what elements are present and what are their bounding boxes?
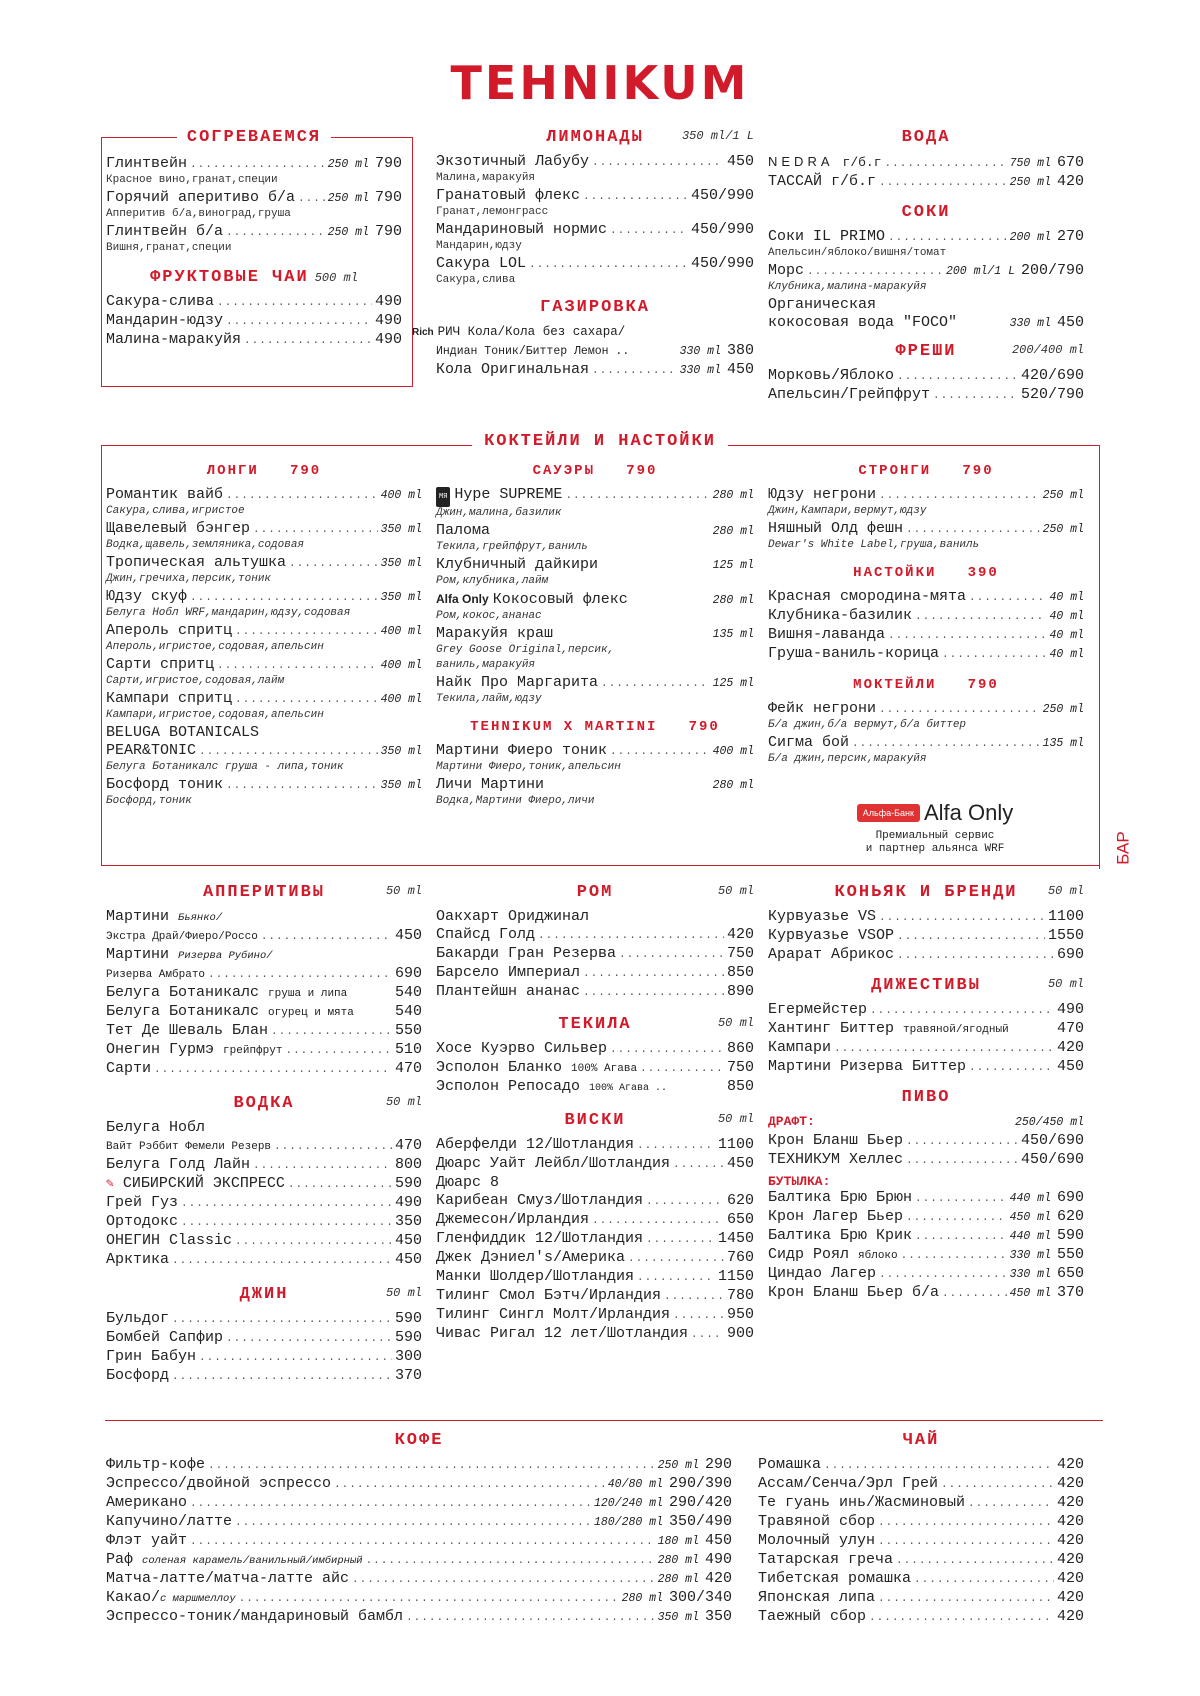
menu-item: Капучино/латте ..... 180/280 ml 350/490 xyxy=(106,1513,732,1532)
menu-item: Белуга Ботаникалс огурец и мята 540 xyxy=(106,1003,422,1020)
item-desc: Dewar's White Label,груша,ваниль xyxy=(768,539,980,551)
rich-logo: Rich xyxy=(412,327,434,338)
menu-item: Травяной сбор ..... 420 xyxy=(758,1513,1084,1532)
warming-title: СОГРЕВАЕМСЯ xyxy=(177,128,331,147)
item-desc: Вишня,гранат,специи xyxy=(106,242,232,254)
item-desc: Ром,кокос,ананас xyxy=(436,610,542,622)
menu-item: Хосе Куэрво Сильвер ..... 860 xyxy=(436,1040,754,1059)
menu-item: Спайсд Голд ..... 420 xyxy=(436,926,754,945)
menu-item: кокосовая вода "FOCO" 330 ml 450 xyxy=(768,314,1084,331)
menu-item: Няшный Олд фешн ..... 250 ml xyxy=(768,520,1084,539)
sours-section xyxy=(436,458,754,810)
menu-item: Японская липа ..... 420 xyxy=(758,1589,1084,1608)
beer-title: ПИВО xyxy=(901,1088,951,1107)
menu-item: Тибетская ромашка ..... 420 xyxy=(758,1570,1084,1589)
menu-item: Ортодокс ..... 350 xyxy=(106,1213,422,1232)
menu-item: Балтика Брю Брюн ..... 440 ml 690 xyxy=(768,1189,1084,1208)
menu-item: Грин Бабун ..... 300 xyxy=(106,1348,422,1367)
menu-item: Эсполон Бланко 100% Агава ..... 750 xyxy=(436,1059,754,1078)
item-desc: Сакура,слива xyxy=(436,274,516,286)
item-desc: Ром,клубника,лайм xyxy=(436,575,549,587)
infusions-price: 390 xyxy=(967,565,999,581)
item-desc: Белуга Нобл WRF,мандарин,юдзу,содовая xyxy=(106,607,351,619)
tequila-title: ТЕКИЛА xyxy=(558,1015,632,1034)
hot-drinks-rule xyxy=(105,1420,1103,1421)
item-desc: Сарти,игристое,содовая,лайм xyxy=(106,675,285,687)
menu-item: PEAR&TONIC ..... 350 ml xyxy=(106,742,422,761)
coffee-title: КОФЕ xyxy=(394,1431,444,1450)
menu-item: Сигма бой ..... 135 ml xyxy=(768,734,1084,753)
menu-item: Юдзу скуф ..... 350 ml xyxy=(106,588,422,607)
menu-item: Ромашка ..... 420 xyxy=(758,1456,1084,1475)
item-desc: ваниль,маракуйя xyxy=(436,659,536,671)
menu-item: Alfa Only Кокосовый флекс 280 ml xyxy=(436,591,754,608)
menu-item: Сакура-слива ..... 490 xyxy=(106,293,402,312)
longs-section xyxy=(106,458,422,810)
item-desc: Grey Goose Original,персик, xyxy=(436,644,615,656)
beer-draft-label: ДРАФТ: 250/450 ml xyxy=(768,1114,1084,1129)
menu-item: Мартини Бьянко/ xyxy=(106,908,223,925)
warming-section xyxy=(106,125,402,350)
menu-item: Тропическая альтушка ..... 350 ml xyxy=(106,554,422,573)
menu-item: Юдзу негрони ..... 250 ml xyxy=(768,486,1084,505)
menu-item: Американо ..... 120/240 ml 290/420 xyxy=(106,1494,732,1513)
aperitifs-title: АППЕРИТИВЫ xyxy=(202,883,326,902)
menu-item: Эспрессо-тоник/мандариновый бамбл ..... 350 ml 350 xyxy=(106,1608,732,1627)
fruit-tea-unit: 500 ml xyxy=(314,271,358,285)
menu-item: Курвуазье VS ..... 1100 xyxy=(768,908,1084,927)
menu-item: Аберфелди 12/Шотландия ..... 1100 xyxy=(436,1136,754,1155)
siberian-express-icon: ✎ xyxy=(106,1176,114,1191)
menu-item: Молочный улун ..... 420 xyxy=(758,1532,1084,1551)
whisky-title: ВИСКИ xyxy=(564,1111,626,1130)
menu-item: ✎ СИБИРСКИЙ ЭКСПРЕСС ..... 590 xyxy=(106,1175,422,1194)
item-desc: Малина,маракуйя xyxy=(436,172,536,184)
fresh-unit: 200/400 ml xyxy=(1011,343,1084,357)
item-desc: Текила,лайм,юдзу xyxy=(436,693,542,705)
menu-item: Мартини Фиеро тоник ..... 400 ml xyxy=(436,742,754,761)
menu-item: Раф соленая карамель/ванильный/имбирный ..... 280 ml 490 xyxy=(106,1551,732,1570)
menu-item: Те гуань инь/Жасминовый ..... 420 xyxy=(758,1494,1084,1513)
menu-item: Малина-маракуйя ..... 490 xyxy=(106,331,402,350)
menu-item: Циндао Лагер ..... 330 ml 650 xyxy=(768,1265,1084,1284)
menu-item: Вайт Рэббит Фемели Резерв ..... 470 xyxy=(106,1137,422,1156)
menu-item: Личи Мартини 280 ml xyxy=(436,776,754,793)
menu-item: Соки IL PRIMO ..... 200 ml 270 xyxy=(768,228,1084,247)
cocktails-bottom-rule xyxy=(101,865,1099,866)
menu-item: Арктика ..... 450 xyxy=(106,1251,422,1270)
menu-item: Экстра Драй/Фиеро/Россо ..... 450 xyxy=(106,927,422,946)
menu-item: Мартини Ризерва Биттер ..... 450 xyxy=(768,1058,1084,1077)
item-desc: Б/а джин,персик,маракуйя xyxy=(768,753,927,765)
item-desc: Клубника,малина-маракуйя xyxy=(768,281,927,293)
menu-item: Мандарин-юдзу ..... 490 xyxy=(106,312,402,331)
cognac-unit: 50 ml xyxy=(1047,884,1084,898)
menu-item: Романтик вайб ..... 400 ml xyxy=(106,486,422,505)
longs-title: ЛОНГИ xyxy=(206,463,259,479)
menu-item: Эспрессо/двойной эспрессо ..... 40/80 ml 290/390 xyxy=(106,1475,732,1494)
menu-item: Какао/с маршмеллоу ..... 280 ml 300/340 xyxy=(106,1589,732,1608)
digestifs-unit: 50 ml xyxy=(1047,977,1084,991)
menu-item: Индиан Тоник/Биттер Лемон .. 330 ml 380 xyxy=(436,342,754,359)
strongs-title: СТРОНГИ xyxy=(858,463,932,479)
vodka-unit: 50 ml xyxy=(385,1095,422,1109)
fresh-title: ФРЕШИ xyxy=(895,342,957,361)
water-section xyxy=(768,125,1084,405)
menu-item: Морс ..... 200 ml/1 L 200/790 xyxy=(768,262,1084,281)
menu-item: Дюарс 8 xyxy=(436,1174,500,1191)
whisky-unit: 50 ml xyxy=(717,1112,754,1126)
martini-price: 790 xyxy=(688,719,720,735)
cocktails-title-wrap xyxy=(0,432,1200,451)
menu-item: Манки Шолдер/Шотландия ..... 1150 xyxy=(436,1268,754,1287)
menu-item: Глинтвейн ..... 250 ml 790 xyxy=(106,155,402,174)
aperitifs-section xyxy=(106,880,422,1386)
cocktails-right-rule xyxy=(1099,445,1100,869)
brand-logo: TEHNIKUM xyxy=(450,56,750,110)
tea-section xyxy=(758,1428,1084,1627)
menu-item: Груша-ваниль-корица ..... 40 ml xyxy=(768,645,1084,664)
menu-item: Ассам/Сенча/Эрл Грей ..... 420 xyxy=(758,1475,1084,1494)
strongs-section xyxy=(768,458,1084,768)
side-label: БАР xyxy=(1113,831,1133,865)
soda-title: ГАЗИРОВКА xyxy=(540,298,650,317)
menu-item: Маракуйя краш 135 ml xyxy=(436,625,754,642)
item-desc: Водка,Мартини Фиеро,личи xyxy=(436,795,595,807)
menu-item: Карибеан Смуз/Шотландия ..... 620 xyxy=(436,1192,754,1211)
tea-title: ЧАЙ xyxy=(902,1431,940,1450)
mocktails-price: 790 xyxy=(967,677,999,693)
menu-item: Фильтр-кофе ..... 250 ml 290 xyxy=(106,1456,732,1475)
menu-item: Оакхарт Ориджинал xyxy=(436,908,590,925)
menu-item: Клубника-базилик ..... 40 ml xyxy=(768,607,1084,626)
digestifs-title: ДИЖЕСТИВЫ xyxy=(871,976,981,995)
menu-item: Белуга Голд Лайн ..... 800 xyxy=(106,1156,422,1175)
lemonades-unit: 350 ml/1 L xyxy=(681,129,754,143)
menu-item: Эсполон Репосадо 100% Агава .. 850 xyxy=(436,1078,754,1095)
item-desc: Босфорд,тоник xyxy=(106,795,192,807)
item-desc: Апельсин/яблоко/вишня/томат xyxy=(768,247,947,259)
menu-item: BELUGA BOTANICALS xyxy=(106,724,260,741)
menu-item: Красная смородина-мята ..... 40 ml xyxy=(768,588,1084,607)
menu-item: Сакура LOL ..... 450/990 xyxy=(436,255,754,274)
menu-item: Флэт уайт ..... 180 ml 450 xyxy=(106,1532,732,1551)
menu-item: Хантинг Биттер травяной/ягодный 470 xyxy=(768,1020,1084,1037)
menu-item: Кола Оригинальная ..... 330 ml 450 xyxy=(436,361,754,380)
gin-unit: 50 ml xyxy=(385,1286,422,1300)
menu-item: NEDRA г/б.г ..... 750 ml 670 xyxy=(768,153,1084,173)
menu-item: Фейк негрони ..... 250 ml xyxy=(768,700,1084,719)
item-desc: Б/а джин,б/а вермут,б/а биттер xyxy=(768,719,967,731)
item-desc: Апперитив б/а,виноград,груша xyxy=(106,208,291,220)
menu-item: Морковь/Яблоко ..... 420/690 xyxy=(768,367,1084,386)
menu-item: Джемесон/Ирландия ..... 650 xyxy=(436,1211,754,1230)
menu-item: ТАССАЙ г/б.г ..... 250 ml 420 xyxy=(768,173,1084,192)
menu-item: Кампари ..... 420 xyxy=(768,1039,1084,1058)
menu-item: Горячий аперитиво б/а ..... 250 ml 790 xyxy=(106,189,402,208)
menu-item: Крон Бланш Бьер б/а ..... 450 ml 370 xyxy=(768,1284,1084,1303)
menu-item: Дюарс Уайт Лейбл/Шотландия ..... 450 xyxy=(436,1155,754,1174)
water-title: ВОДА xyxy=(901,128,951,147)
menu-item: Сарти спритц ..... 400 ml xyxy=(106,656,422,675)
alfa-tagline-2: и партнер альянса WRF xyxy=(865,843,1005,855)
martini-title: TEHNIKUM X MARTINI xyxy=(470,719,658,735)
menu-item: Бульдог ..... 590 xyxy=(106,1310,422,1329)
coffee-section xyxy=(106,1428,732,1627)
rum-section xyxy=(436,880,754,1344)
menu-item: Джек Дэниел's/Америка ..... 760 xyxy=(436,1249,754,1268)
menu-item: Белуга Ботаникалс груша и липа 540 xyxy=(106,984,422,1001)
alfa-tagline-1: Премиальный сервис xyxy=(875,830,995,842)
lemonades-section xyxy=(412,125,754,380)
aperitifs-unit: 50 ml xyxy=(385,884,422,898)
menu-item: Кампари спритц ..... 400 ml xyxy=(106,690,422,709)
mya-logo: МЯ xyxy=(436,487,450,507)
alfa-only-brand: Alfa Only xyxy=(923,800,1014,825)
juices-title: СОКИ xyxy=(901,203,951,222)
menu-item: Татарская греча ..... 420 xyxy=(758,1551,1084,1570)
infusions-title: НАСТОЙКИ xyxy=(853,565,937,581)
fruit-tea-title: ФРУКТОВЫЕ ЧАИ xyxy=(150,268,309,287)
item-desc: Текила,грейпфрут,ваниль xyxy=(436,541,588,553)
sours-price: 790 xyxy=(626,463,658,479)
item-desc: Джин,малина,базилик xyxy=(436,507,562,519)
menu-item: Апероль спритц ..... 400 ml xyxy=(106,622,422,641)
menu-item: Бакарди Гран Резерва ..... 750 xyxy=(436,945,754,964)
menu-item: Курвуазье VSOP ..... 1550 xyxy=(768,927,1084,946)
longs-price: 790 xyxy=(290,463,322,479)
menu-item: Rich РИЧ Кола/Кола без сахара/ xyxy=(412,323,754,342)
item-desc: Водка,щавель,земляника,содовая xyxy=(106,539,305,551)
cognac-title: КОНЬЯК И БРЕНДИ xyxy=(834,883,1018,902)
menu-item: Клубничный дайкири 125 ml xyxy=(436,556,754,573)
menu-item: Тет Де Шеваль Блан ..... 550 xyxy=(106,1022,422,1041)
menu-item: МЯ Hype SUPREME ..... 280 ml xyxy=(436,486,754,507)
alfa-bank-logo: Альфа-Банк xyxy=(857,804,920,822)
item-desc: Белуга Ботаникалс груша - липа,тоник xyxy=(106,761,344,773)
menu-item: Белуга Нобл xyxy=(106,1119,206,1136)
menu-item: Палома 280 ml xyxy=(436,522,754,539)
item-desc: Гранат,лемонграсс xyxy=(436,206,549,218)
menu-item: Таежный сбор ..... 420 xyxy=(758,1608,1084,1627)
item-desc: Кампари,игристое,содовая,апельсин xyxy=(106,709,324,721)
menu-item: Егермейстер ..... 490 xyxy=(768,1001,1084,1020)
menu-item: Апельсин/Грейпфрут ..... 520/790 xyxy=(768,386,1084,405)
menu-item: Органическая xyxy=(768,296,877,313)
menu-item: Тилинг Сингл Молт/Ирландия ..... 950 xyxy=(436,1306,754,1325)
cocktails-left-rule xyxy=(101,445,102,865)
lemonades-title: ЛИМОНАДЫ xyxy=(546,128,644,147)
menu-item: Арарат Абрикос ..... 690 xyxy=(768,946,1084,965)
menu-item: Босфорд тоник ..... 350 ml xyxy=(106,776,422,795)
menu-item: Босфорд ..... 370 xyxy=(106,1367,422,1386)
mocktails-title: МОКТЕЙЛИ xyxy=(853,677,937,693)
menu-item: Бомбей Сапфир ..... 590 xyxy=(106,1329,422,1348)
sours-title: САУЭРЫ xyxy=(532,463,595,479)
menu-item: Балтика Брю Крик ..... 440 ml 590 xyxy=(768,1227,1084,1246)
item-desc: Сакура,слива,игристое xyxy=(106,505,245,517)
menu-item: Ризерва Амбрато ..... 690 xyxy=(106,965,422,984)
item-desc: Джин,гречиха,персик,тоник xyxy=(106,573,272,585)
tequila-unit: 50 ml xyxy=(717,1016,754,1030)
menu-item: Найк Про Маргарита ..... 125 ml xyxy=(436,674,754,693)
alfa-only-logo: Alfa Only xyxy=(436,592,489,606)
menu-item: Крон Лагер Бьер ..... 450 ml 620 xyxy=(768,1208,1084,1227)
beer-bottle-label: БУТЫЛКА: xyxy=(768,1174,831,1189)
item-desc: Мандарин,юдзу xyxy=(436,240,522,252)
menu-item: Онегин Гурмэ грейпфрут ..... 510 xyxy=(106,1041,422,1060)
rum-title: РОМ xyxy=(576,883,614,902)
gin-title: ДЖИН xyxy=(239,1285,289,1304)
menu-item: Гленфиддик 12/Шотландия ..... 1450 xyxy=(436,1230,754,1249)
item-desc: Апероль,игристое,содовая,апельсин xyxy=(106,641,324,653)
menu-item: Экзотичный Лабубу ..... 450 xyxy=(436,153,754,172)
menu-item: Гранатовый флекс ..... 450/990 xyxy=(436,187,754,206)
item-desc: Мартини Фиеро,тоник,апельсин xyxy=(436,761,621,773)
item-desc: Красное вино,гранат,специи xyxy=(106,174,278,186)
alfa-partner-block xyxy=(820,800,1050,856)
menu-item: Плантейшн ананас ..... 890 xyxy=(436,983,754,1002)
menu-item: Тилинг Смол Бэтч/Ирландия ..... 780 xyxy=(436,1287,754,1306)
menu-item: Грей Гуз ..... 490 xyxy=(106,1194,422,1213)
strongs-price: 790 xyxy=(962,463,994,479)
menu-item: Мандариновый нормис ..... 450/990 xyxy=(436,221,754,240)
menu-item: ТЕХНИКУМ Хеллес ..... 450/690 xyxy=(768,1151,1084,1170)
menu-item: Сарти ..... 470 xyxy=(106,1060,422,1079)
vodka-title: ВОДКА xyxy=(233,1094,295,1113)
menu-item: Сидр Роял яблоко ..... 330 ml 550 xyxy=(768,1246,1084,1265)
menu-item: Щавелевый бэнгер ..... 350 ml xyxy=(106,520,422,539)
menu-item: ОНЕГИН Classic ..... 450 xyxy=(106,1232,422,1251)
menu-item: Крон Бланш Бьер ..... 450/690 xyxy=(768,1132,1084,1151)
cognac-section xyxy=(768,880,1084,1303)
menu-item: Вишня-лаванда ..... 40 ml xyxy=(768,626,1084,645)
menu-item: Глинтвейн б/а ..... 250 ml 790 xyxy=(106,223,402,242)
rum-unit: 50 ml xyxy=(717,884,754,898)
item-desc: Джин,Кампари,вермут,юдзу xyxy=(768,505,927,517)
menu-item: Мартини Ризерва Рубино/ xyxy=(106,946,273,963)
menu-item: Барсело Империал ..... 850 xyxy=(436,964,754,983)
menu-item: Чивас Ригал 12 лет/Шотландия ..... 900 xyxy=(436,1325,754,1344)
menu-item: Матча-латте/матча-латте айс ..... 280 ml 420 xyxy=(106,1570,732,1589)
cocktails-title: КОКТЕЙЛИ И НАСТОЙКИ xyxy=(472,432,728,451)
